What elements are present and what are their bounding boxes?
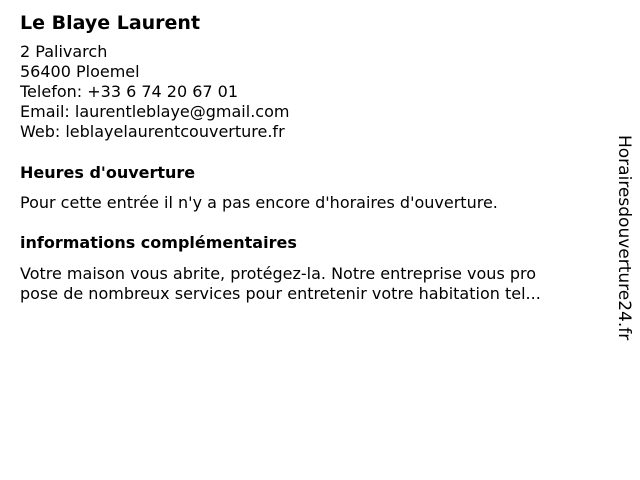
opening-hours-section	[20, 163, 600, 213]
site-watermark: Horairesdouverture24.fr	[614, 135, 634, 341]
additional-info-heading: informations complémentaires	[20, 233, 297, 252]
additional-info-line-1: Votre maison vous abrite, protégez-la. Notre entreprise vous pro	[20, 264, 537, 283]
contact-block	[20, 42, 600, 142]
opening-hours-text: Pour cette entrée il n'y a pas encore d'horaires d'ouverture.	[20, 193, 498, 212]
additional-info-text	[20, 264, 600, 304]
address-street: 2 Palivarch	[20, 42, 108, 61]
phone-number: Telefon: +33 6 74 20 67 01	[20, 82, 239, 101]
email-address: Email: laurentleblaye@gmail.com	[20, 102, 290, 121]
opening-hours-heading: Heures d'ouverture	[20, 163, 196, 182]
address-city: 56400 Ploemel	[20, 62, 140, 81]
listing-content	[20, 10, 600, 304]
additional-info-line-2: pose de nombreux services pour entretenir votre habitation tel...	[20, 284, 541, 303]
website-link: Web: leblayelaurentcouverture.fr	[20, 122, 285, 141]
additional-info-section	[20, 233, 600, 304]
business-name: Le Blaye Laurent	[20, 12, 201, 34]
